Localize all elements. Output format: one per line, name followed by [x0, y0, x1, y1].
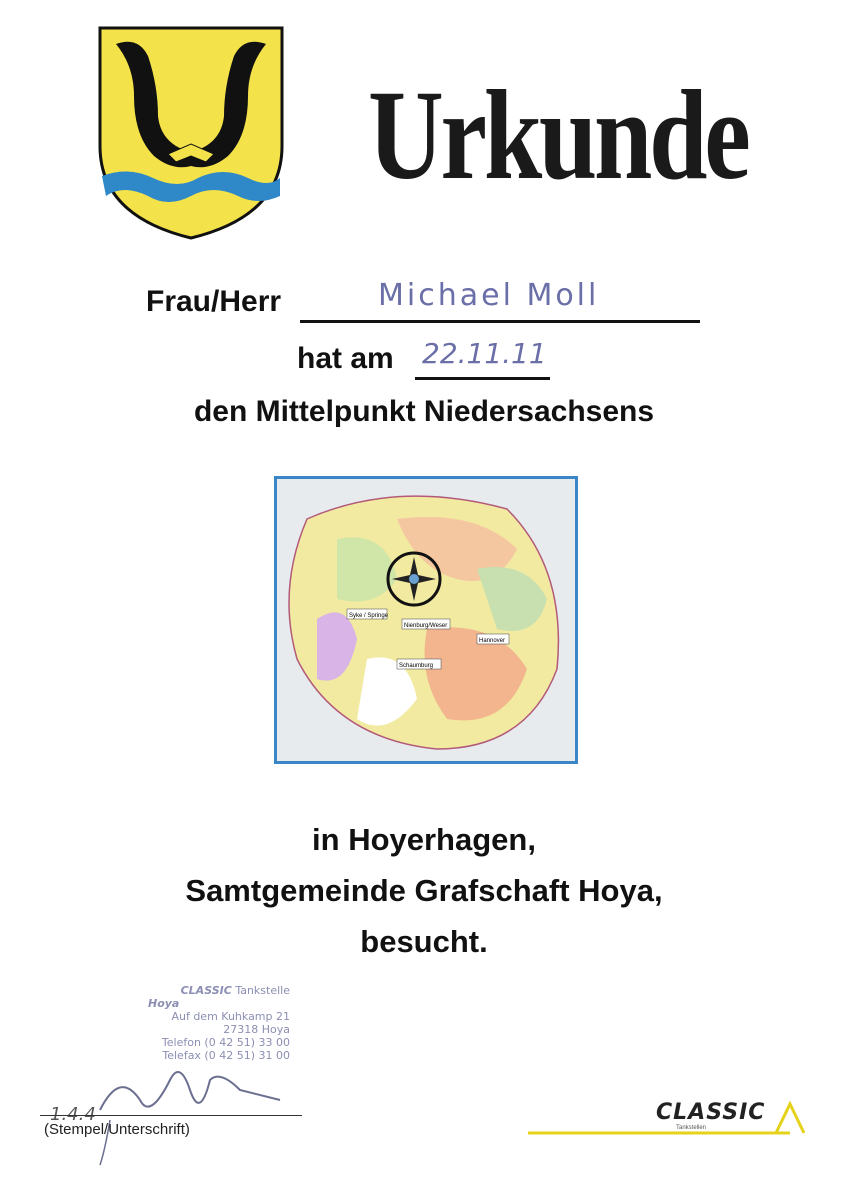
place-line-1: in Hoyerhagen, [312, 822, 536, 857]
coat-of-arms [98, 26, 284, 240]
date-value[interactable]: 22.11.11 [422, 337, 547, 370]
map-label: Schaumburg [399, 663, 434, 669]
region-map [274, 476, 578, 764]
map-label: Nienburg/Weser [404, 623, 448, 629]
stamp-brand: CLASSIC [180, 984, 232, 997]
stamp-phone: Telefon (0 42 51) 33 00 [161, 1036, 290, 1049]
map-label: Syke / Springe [349, 613, 389, 619]
stamp-city: Hoya [148, 997, 180, 1010]
logo-text: CLASSIC [656, 1100, 766, 1125]
map-label: Hannover [479, 638, 506, 644]
stamp-fax: Telefax (0 42 51) 31 00 [162, 1049, 290, 1062]
signature-label: (Stempel/Unterschrift) [44, 1121, 190, 1138]
stamp-brand-suffix: Tankstelle [235, 984, 290, 997]
name-underline [300, 320, 700, 323]
logo-sub: Tankstellen [676, 1125, 707, 1131]
date-label: hat am [297, 342, 394, 375]
center-statement: den Mittelpunkt Niedersachsens [193, 395, 655, 428]
stamp-street: Auf dem Kuhkamp 21 [171, 1010, 290, 1023]
stamp-zip-city: 27318 Hoya [223, 1023, 290, 1036]
place-line-2: Samtgemeinde Grafschaft Hoya, [185, 873, 663, 908]
name-label: Frau/Herr [146, 285, 282, 318]
stamp [130, 984, 290, 1062]
place-line-3: besucht. [360, 924, 488, 959]
signature-date: 1.4.4 [50, 1104, 96, 1125]
signature-line [40, 1115, 302, 1116]
date-underline [415, 377, 550, 380]
name-value[interactable]: Michael Moll [378, 278, 600, 313]
document-title: Urkunde [368, 64, 748, 206]
